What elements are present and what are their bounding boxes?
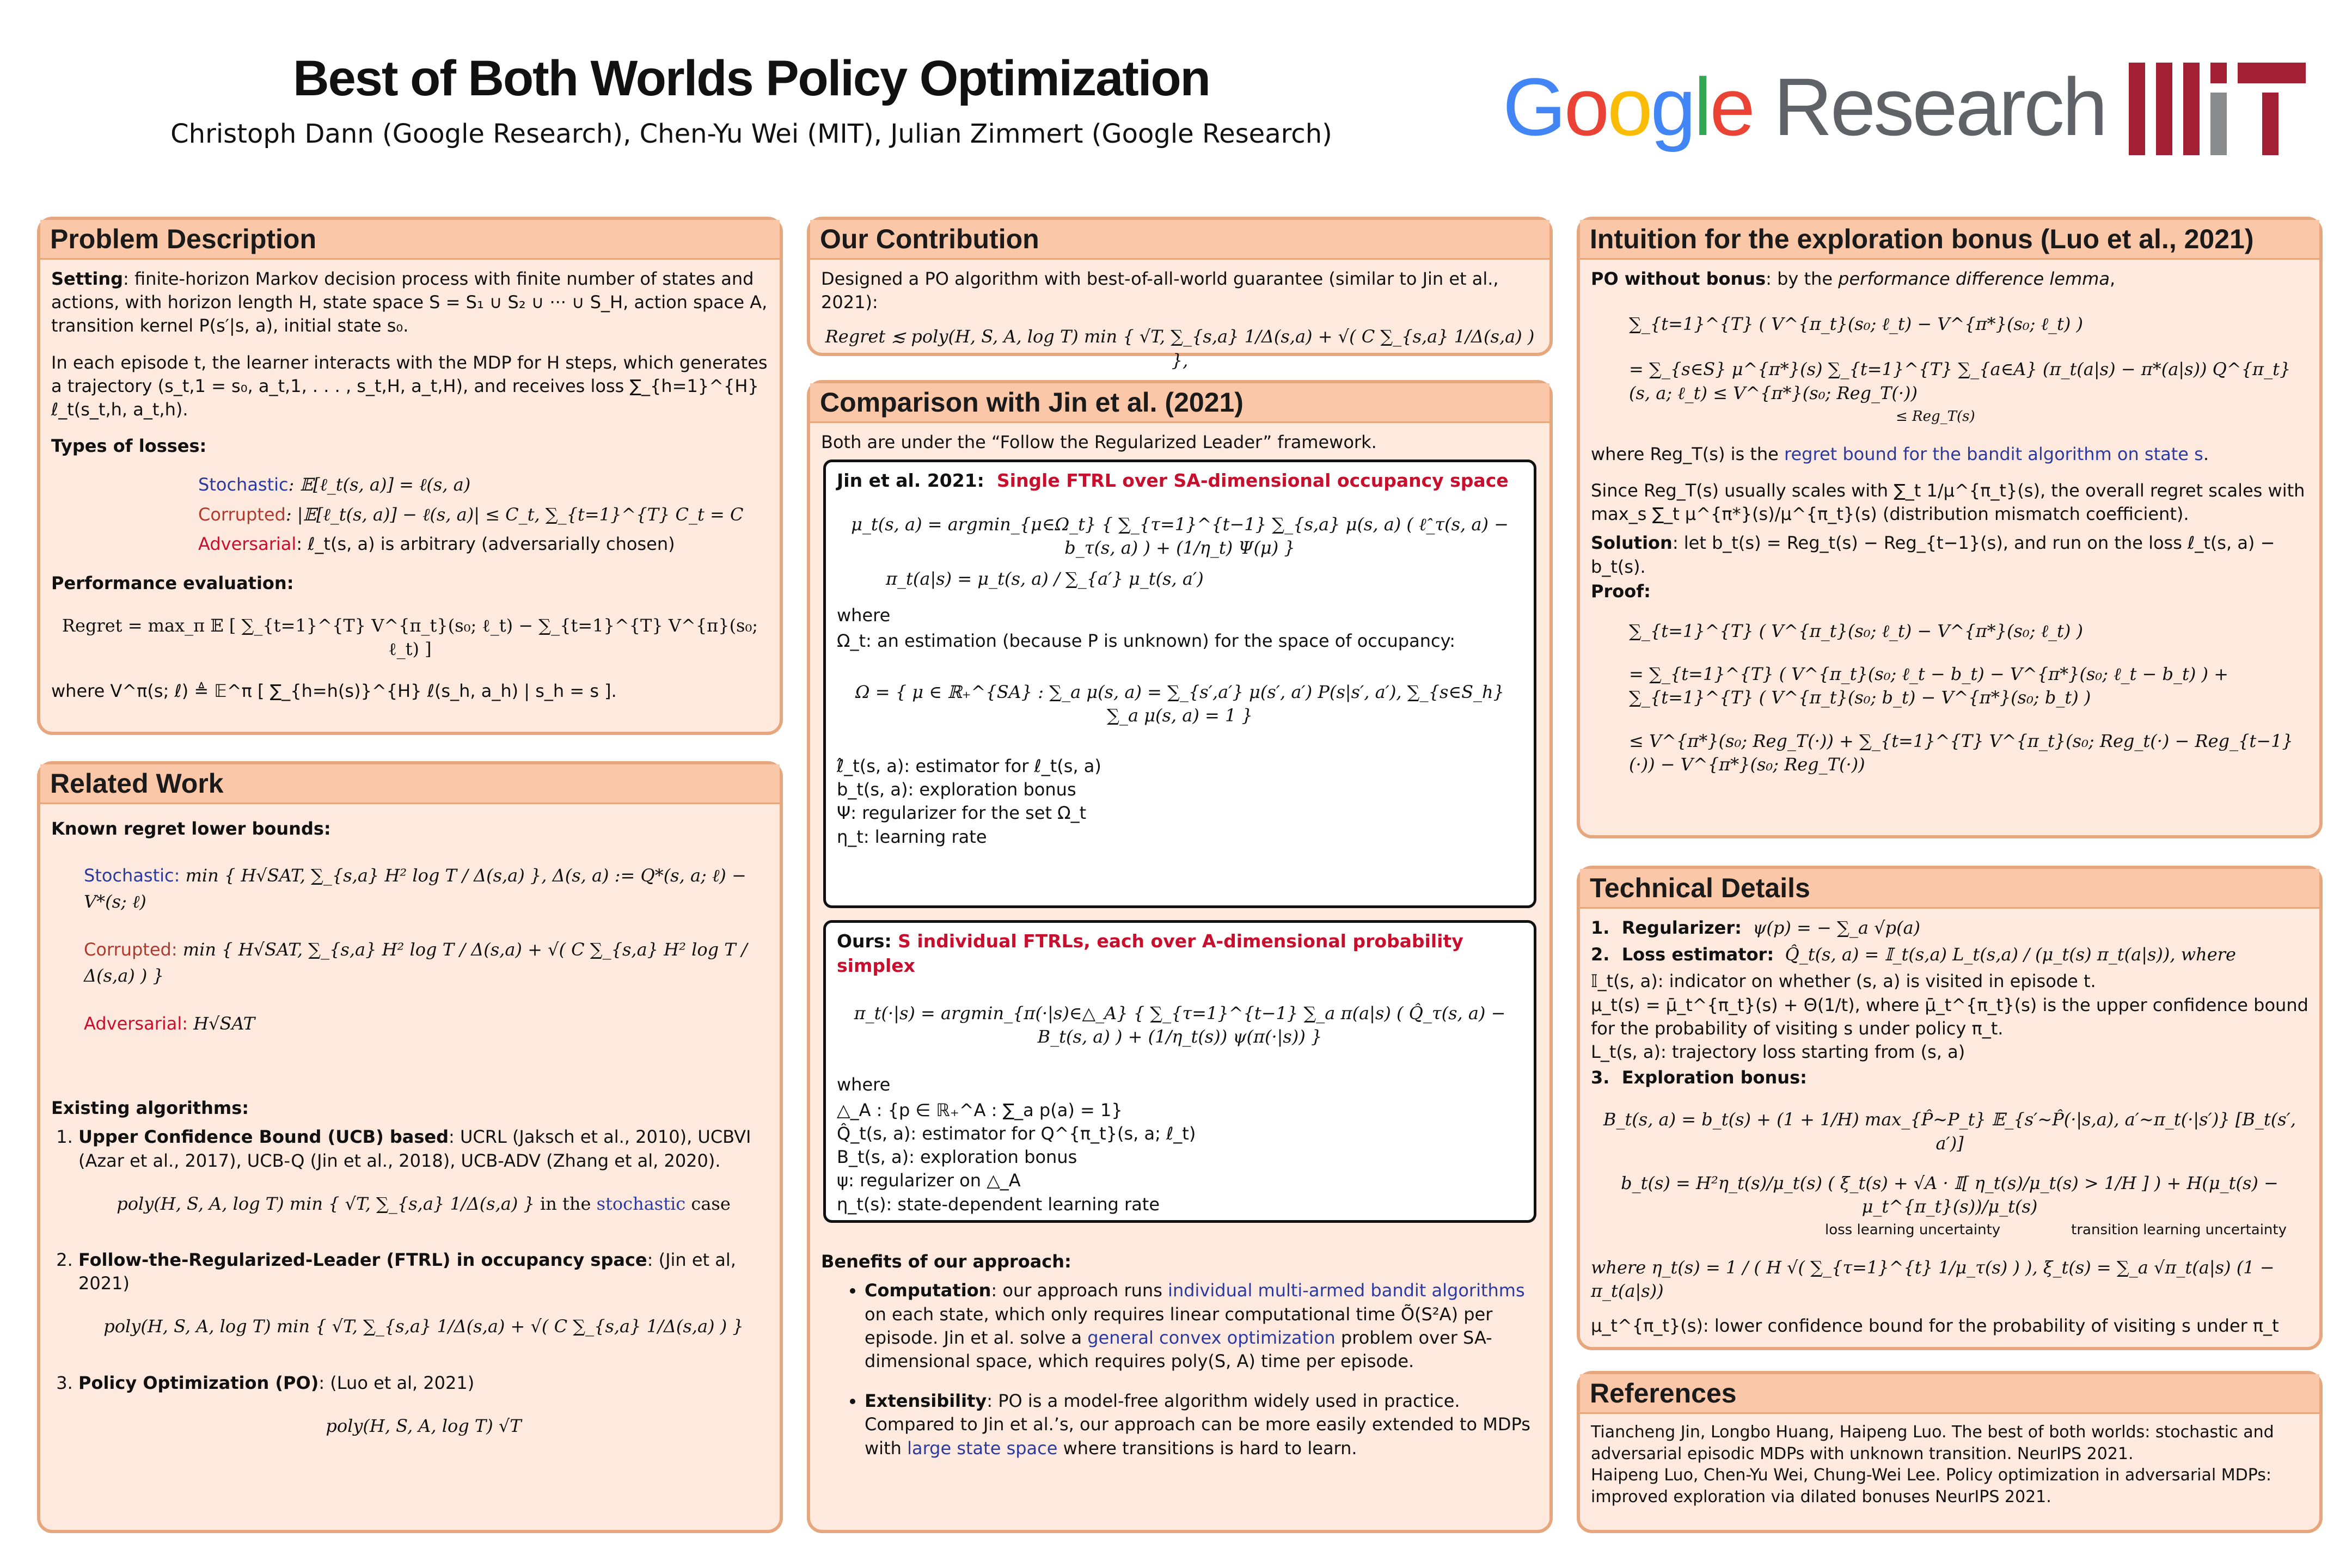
contribution-text: Designed a PO algorithm with best-of-all-world guarantee (similar to Jin et al., 2021):	[821, 268, 1499, 313]
references-panel	[1577, 1371, 2323, 1533]
setting-label: Setting	[51, 268, 123, 289]
ours-def: Q̂_t(s, a): estimator for Q^{π_t}(s, a; ℓ_t)	[837, 1123, 1196, 1144]
rw-corrupted-eq: min { H√SAT, ∑_{s,a} H² log T / Δ(s,a) + √( C ∑_{s,a} H² log T / Δ(s,a) ) }	[84, 939, 748, 987]
jin-omega-def: Ω_t: an estimation (because P is unknown) for the space of occupancy:	[837, 630, 1455, 652]
contribution-panel	[807, 217, 1553, 371]
loss-estimator-label: Loss estimator:	[1621, 944, 1774, 965]
algorithm-item: 1. Upper Confidence Bound (UCB) based: UCRL (Jaksch et al., 2010), UCBVI (Azar et al., 2017), UCB-Q (Jin et al., 2018), UCB-ADV (Zhang et al, 2020). poly(H, S, A, log T) min { √T, ∑_{s,a} 1/Δ(s,a) } in the stochastic case	[78, 1125, 769, 1216]
transition-uncertainty-label: transition learning uncertainty	[2071, 1222, 2287, 1239]
alg2-equation: poly(H, S, A, log T) min { √T, ∑_{s,a} 1/Δ(s,a) + √( C ∑_{s,a} 1/Δ(s,a) ) }	[103, 1316, 744, 1337]
jin-head: Jin et al. 2021:	[837, 470, 984, 492]
ours-def: η_t(s): state-dependent learning rate	[837, 1193, 1160, 1215]
intuition-panel: Intuition for the exploration bonus (Luo et al., 2021) PO without bonus: by the performance difference lemma, ∑_{t=1}^{T} ( V^{π_t}(s₀; ℓ_t) − V^{π*}(s₀; ℓ_t) ) = ∑_{s∈S} μ^{π*}(s) ∑_{t=1}^{T} ∑_{a∈A} (π_t(a|s) − π*(a|s)) Q^{π_t}(s, a; ℓ_t) ≤ V^{π*}(s₀; Reg_T(·)) ≤ Reg_T(s) where Reg_T(s) is the regret bound for the bandit algorithm on state s. Since Reg_T(s) usually scales with ∑_t 1/μ^{π_t}(s), the overall regret scales with max_s ∑_t μ^{π*}(s)/μ^{π_t}(s) (distribution mismatch coefficient). Solution: let b_t(s) = Reg_t(s) − Reg_{t−1}(s), and run on the loss ℓ_t(s, a) − b_t(s). Proof: ∑_{t=1}^{T} ( V^{π_t}(s₀; ℓ_t) − V^{π*}(s₀; ℓ_t) ) = ∑_{t=1}^{T} ( V^{π_t}(s₀; ℓ_t − b_t) − V^{π*}(s₀; ℓ_t − b_t) ) + ∑_{t=1}^{T} ( V^{π_t}(s₀; b_t) − V^{π*}(s₀; b_t) ) ≤ V^{π*}(s₀; Reg_T(·)) + ∑_{t=1}^{T} V^{π_t}(s₀; Reg_t(·) − Reg_{t−1}(·)) − V^{π*}(s₀; Reg_T(·))	[1577, 217, 2323, 838]
indicator-def: 𝕀_t(s, a): indicator on whether (s, a) is visited in episode t.	[1591, 971, 2096, 992]
jin-def: η_t: learning rate	[837, 826, 987, 847]
jin-def: b_t(s, a): exploration bonus	[837, 779, 1076, 800]
perf-label: Performance evaluation	[51, 573, 287, 594]
regularizer-eq: ψ(p) = − ∑_a √p(a)	[1753, 917, 1920, 938]
bonus-b-eq: b_t(s) = H²η_t(s)/μ_t(s) ( ξ_t(s) + √A · 𝕀[ η_t(s)/μ_t(s) > 1/H ] ) + H(μ_t(s) − μ_t^{π_t}(s))/μ_t(s)	[1621, 1172, 2278, 1217]
stochastic-eq: : 𝔼[ℓ_t(s, a)] = ℓ(s, a)	[288, 474, 471, 495]
intuition-eq2: = ∑_{s∈S} μ^{π*}(s) ∑_{t=1}^{T} ∑_{a∈A} (π_t(a|s) − π*(a|s)) Q^{π_t}(s, a; ℓ_t) ≤ V^{π*}(s₀; Reg_T(·))	[1629, 359, 2291, 403]
alg3-equation: poly(H, S, A, log T) √T	[326, 1415, 522, 1436]
jin-eq2: π_t(a|s) = μ_t(s, a) / ∑_{a′} μ_t(s, a′)	[886, 568, 1204, 590]
jin-head-red: Single FTRL over SA-dimensional occupancy space	[996, 470, 1509, 492]
ours-where: where	[837, 1074, 891, 1095]
jin-def: Ψ: regularizer for the set Ω_t	[837, 803, 1087, 824]
regret-equation: Regret = max_π 𝔼 [ ∑_{t=1}^{T} V^{π_t}(s₀; ℓ_t) − ∑_{t=1}^{T} V^{π}(s₀; ℓ_t) ]	[62, 615, 758, 659]
regret-bound-link: regret bound for the bandit algorithm on state s	[1784, 443, 2203, 464]
ours-head-red: S individual FTRLs, each over A-dimensional probability simplex	[837, 930, 1463, 976]
existing-label: Existing algorithms	[51, 1098, 242, 1119]
ours-def: ψ: regularizer on △_A	[837, 1170, 1021, 1191]
authors: Christoph Dann (Google Research), Chen-Yu Wei (MIT), Julian Zimmert (Google Research)	[170, 119, 1332, 149]
rw-adversarial-label: Adversarial:	[84, 1013, 188, 1034]
jin-where: where	[837, 605, 891, 626]
proof-eq1: ∑_{t=1}^{T} ( V^{π_t}(s₀; ℓ_t) − V^{π*}(s₀; ℓ_t) )	[1629, 620, 2084, 641]
related-title: Related Work	[40, 764, 780, 804]
benefit-item: • Computation: our approach runs individual multi-armed bandit algorithms on each state, which only requires linear computational time Õ(S²A) per episode. Jin et al. solve a general convex optimization problem over SA-dimensional space, which requires poly(S, A) time per episode.	[865, 1279, 1539, 1373]
reference-item: Tiancheng Jin, Longbo Huang, Haipeng Luo. The best of both worlds: stochastic and adversarial episodic MDPs with unknown transition. NeurIPS 2021.	[1591, 1423, 2274, 1463]
rw-stochastic-eq: min { H√SAT, ∑_{s,a} H² log T / Δ(s,a) }, Δ(s, a) := Q*(s, a; ℓ) − V*(s; ℓ)	[84, 865, 746, 912]
proof-eq3: ≤ V^{π*}(s₀; Reg_T(·)) + ∑_{t=1}^{T} V^{π_t}(s₀; Reg_t(·) − Reg_{t−1}(·)) − V^{π*}(s₀; Reg_T(·))	[1629, 730, 2293, 775]
intuition-eq1: ∑_{t=1}^{T} ( V^{π_t}(s₀; ℓ_t) − V^{π*}(s₀; ℓ_t) )	[1629, 314, 2084, 335]
benefit-item: • Extensibility: PO is a model-free algorithm widely used in practice. Compared to Jin et al.’s, our approach can be more easily extended to MDPs with large state space where transitions is hard to learn.	[865, 1389, 1539, 1460]
since-text: Since Reg_T(s) usually scales with ∑_t 1/μ^{π_t}(s), the overall regret scales with max_s ∑_t μ^{π*}(s)/μ^{π_t}(s) (distribution mismatch coefficient).	[1591, 480, 2305, 525]
corrupted-label: Corrupted	[198, 504, 286, 525]
algorithm-item: 2. Follow-the-Regularized-Leader (FTRL) in occupancy space: (Jin et al, 2021) poly(H, S, A, log T) min { √T, ∑_{s,a} 1/Δ(s,a) + √( C ∑_{s,a} 1/Δ(s,a) ) }	[78, 1248, 769, 1339]
regularizer-label: Regularizer:	[1621, 917, 1742, 938]
technical-panel: Technical Details 1. Regularizer: ψ(p) = − ∑_a √p(a) 2. Loss estimator: Q̂_t(s, a) = 𝕀_t(s,a) L_t(s,a) / (μ_t(s) π_t(a|s)), where 𝕀_t(s, a): indicator on whether (s, a) is visited in episode t. μ_t(s) = μ̄_t^{π_t}(s) + Θ(1/t), where μ̄_t^{π_t}(s) is the upper confidence bound for the probability of visiting s under policy π_t. L_t(s, a): trajectory loss starting from (s, a) 3. Exploration bonus: B_t(s, a) = b_t(s) + (1 + 1/H) max_{P̂∼P_t} 𝔼_{s′∼P̂(·|s,a), a′∼π_t(·|s′)} [B_t(s′, a′)] b_t(s) = H²η_t(s)/μ_t(s) ( ξ_t(s) + √A · 𝕀[ η_t(s)/μ_t(s) > 1/H ] ) + H(μ_t(s) − μ_t^{π_t}(s))/μ_t(s) loss learning uncertainty transition learning uncertainty where η_t(s) = 1 / ( H √( ∑_{τ=1}^{t} 1/μ_τ(s) ) ), ξ_t(s) = ∑_a √π_t(a|s) (1 − π_t(a|s)) μ_t^{π_t}(s): lower confidence bound for the probability of visiting s under π_t	[1577, 866, 2323, 1350]
comparison-intro: Both are under the “Follow the Regularized Leader” framework.	[821, 432, 1377, 452]
intuition-title: Intuition for the exploration bonus (Luo et al., 2021)	[1580, 220, 2319, 260]
technical-title: Technical Details	[1580, 869, 2319, 909]
jin-omega-eq: Ω = { μ ∈ ℝ₊^{SA} : ∑_a μ(s, a) = ∑_{s′,a′} μ(s′, a′) P(s|s′, a′), ∑_{s∈S_h} ∑_a μ(s, a) = 1 }	[855, 681, 1504, 726]
proof-eq2: = ∑_{t=1}^{T} ( V^{π_t}(s₀; ℓ_t − b_t) − V^{π*}(s₀; ℓ_t − b_t) ) + ∑_{t=1}^{T} ( V^{π_t}(s₀; b_t) − V^{π*}(s₀; b_t) )	[1629, 664, 2228, 708]
bonus-B-eq: B_t(s, a) = b_t(s) + (1 + 1/H) max_{P̂∼P_t} 𝔼_{s′∼P̂(·|s,a), a′∼π_t(·|s′)} [B_t(s′, a′)]	[1603, 1109, 2296, 1154]
mu-def: μ_t(s) = μ̄_t^{π_t}(s) + Θ(1/t), where μ̄_t^{π_t}(s) is the upper confidence bound for the probability of visiting s under policy π_t.	[1591, 994, 2308, 1039]
contribution-title: Our Contribution	[810, 220, 1549, 260]
problem-panel: Problem Description Setting: finite-horizon Markov decision process with finite number of states and actions, with horizon length H, state space S = S₁ ∪ S₂ ∪ ··· ∪ S_H, action space A, transition kernel P(s′|s, a), initial state s₀. In each episode t, the learner interacts with the MDP for H steps, which generates a trajectory (s_t,1 = s₀, a_t,1, . . . , s_t,H, a_t,H), and receives loss ∑_{h=1}^{H} ℓ_t(s_t,h, a_t,h). Types of losses: Stochastic: 𝔼[ℓ_t(s, a)] = ℓ(s, a) Corrupted: |𝔼[ℓ_t(s, a)] − ℓ(s, a)| ≤ C_t, ∑_{t=1}^{T} C_t = C Adversarial: ℓ_t(s, a) is arbitrary (adversarially chosen) Performance evaluation: Regret = max_π 𝔼 [ ∑_{t=1}^{T} V^{π_t}(s₀; ℓ_t) − ∑_{t=1}^{T} V^{π}(s₀; ℓ_t) ] where V^π(s; ℓ) ≜ 𝔼^π [ ∑_{h=h(s)}^{H} ℓ(s_h, a_h) | s_h = s ].	[37, 217, 783, 735]
po-label: PO without bonus	[1591, 268, 1766, 289]
rw-corrupted-label: Corrupted:	[84, 939, 177, 960]
references-title: References	[1580, 1374, 2319, 1414]
loss-uncertainty-label: loss learning uncertainty	[1825, 1222, 2001, 1239]
eta-xi-def: where η_t(s) = 1 / ( H √( ∑_{τ=1}^{t} 1/μ_τ(s) ) ), ξ_t(s) = ∑_a √π_t(a|s) (1 − π_t(a|s))	[1591, 1257, 2275, 1302]
problem-title: Problem Description	[40, 220, 780, 260]
setting-text: : finite-horizon Markov decision process with finite number of states and actions, with horizon length H, state space S = S₁ ∪ S₂ ∪ ··· ∪ S_H, action space A, transition kernel P(s′|s, a), initial state s₀.	[51, 268, 768, 336]
benefits-label: Benefits of our approach	[821, 1251, 1065, 1272]
ours-head: Ours:	[837, 930, 892, 952]
proof-label: Proof	[1591, 580, 1644, 602]
jin-box	[823, 460, 1536, 908]
ours-def: △_A : {p ∈ ℝ₊^A : ∑_a p(a) = 1}	[837, 1099, 1123, 1120]
comparison-panel: Comparison with Jin et al. (2021) Both are under the “Follow the Regularized Leader” framework. Jin et al. 2021: Single FTRL over SA-dimensional occupancy space μ_t(s, a) = argmin_{μ∈Ω_t} { ∑_{τ=1}^{t−1} ∑_{s,a} μ(s, a) ( ℓ̂_τ(s, a) − b_τ(s, a) ) + (1/η_t) Ψ(μ) } π_t(a|s) = μ_t(s, a) / ∑_{a′} μ_t(s, a′) where Ω_t: an estimation (because P is unknown) for the space of occupancy: Ω = { μ ∈ ℝ₊^{SA} : ∑_a μ(s, a) = ∑_{s′,a′} μ(s′, a′) P(s|s′, a′), ∑_{s∈S_h} ∑_a μ(s, a) = 1 } ℓ̂_t(s, a): estimator for ℓ_t(s, a) b_t(s, a): exploration bonus Ψ: regularizer for the set Ω_t η_t: learning rate Ours: S individual FTRLs, each over A-dimensional probability simplex π_t(·|s) = argmin_{π(·|s)∈△_A} { ∑_{τ=1}^{t−1} ∑_a π(a|s) ( Q̂_τ(s, a) − B_t(s, a) ) + (1/η_t(s)) ψ(π(·|s)) } where △_A : {p ∈ ℝ₊^A : ∑_a p(a) = 1} Q̂_t(s, a): estimator for Q^{π_t}(s, a; ℓ_t) B_t(s, a): exploration bonus ψ: regularizer on △_A η_t(s): state-dependent learning rate Benefits of our approach: • Computation: our approach runs individual multi-armed bandit algorithms on each state, which only requires linear computational time Õ(S²A) per episode. Jin et al. solve a general convex optimization problem over SA-dimensional space, which requires poly(S, A) time per episode. • Extensibility: PO is a model-free algorithm widely used in practice. Compared to Jin et al.’s, our approach can be more easily extended to MDPs with large state space where transitions is hard to learn.	[807, 380, 1553, 1533]
episode-text: In each episode t, the learner interacts with the MDP for H steps, which generates a trajectory (s_t,1 = s₀, a_t,1, . . . , s_t,H, a_t,H), and receives loss ∑_{h=1}^{H} ℓ_t(s_t,h, a_t,h).	[51, 352, 768, 420]
loss-estimator-eq: Q̂_t(s, a) = 𝕀_t(s,a) L_t(s,a) / (μ_t(s) π_t(a|s)), where	[1785, 944, 2236, 965]
related-panel: Related Work Known regret lower bounds: Stochastic: min { H√SAT, ∑_{s,a} H² log T / Δ(s,a) }, Δ(s, a) := Q*(s, a; ℓ) − V*(s; ℓ) Corrupted: min { H√SAT, ∑_{s,a} H² log T / Δ(s,a) + √( C ∑_{s,a} H² log T / Δ(s,a) ) } Adversarial: H√SAT Existing algorithms: 1. Upper Confidence Bound (UCB) based: UCRL (Jaksch et al., 2010), UCBVI (Azar et al., 2017), UCB-Q (Jin et al., 2018), UCB-ADV (Zhang et al, 2020). poly(H, S, A, log T) min { √T, ∑_{s,a} 1/Δ(s,a) } in the stochastic case 2. Follow-the-Regularized-Leader (FTRL) in occupancy space: (Jin et al, 2021) poly(H, S, A, log T) min { √T, ∑_{s,a} 1/Δ(s,a) + √( C ∑_{s,a} 1/Δ(s,a) ) } 3. Policy Optimization (PO): (Luo et al, 2021) poly(H, S, A, log T) √T	[37, 761, 783, 1533]
lcb-def: μ_t^{π_t}(s): lower confidence bound for the probability of visiting s under π_t	[1591, 1315, 2279, 1336]
reference-item: Haipeng Luo, Chen-Yu Wei, Chung-Wei Lee. Policy optimization in adversarial MDPs: improved exploration via dilated bonuses NeurIPS 2021.	[1591, 1466, 2272, 1506]
rw-adversarial-eq: H√SAT	[193, 1013, 255, 1034]
google-research-logo: Google Research	[1503, 61, 2106, 152]
contribution-equation: Regret ≲ poly(H, S, A, log T) min { √T, ∑_{s,a} 1/Δ(s,a) + √( C ∑_{s,a} 1/Δ(s,a) ) },	[825, 326, 1535, 371]
ours-eq: π_t(·|s) = argmin_{π(·|s)∈△_A} { ∑_{τ=1}^{t−1} ∑_a π(a|s) ( Q̂_τ(s, a) − B_t(s, a) ) + (1/η_t(s)) ψ(π(·|s)) }	[854, 1003, 1506, 1048]
exploration-bonus-label: Exploration bonus:	[1621, 1067, 1807, 1088]
types-label: Types of losses	[51, 436, 200, 457]
ours-box	[823, 920, 1536, 1223]
adversarial-label: Adversarial	[198, 534, 297, 555]
poster-title: Best of Both Worlds Policy Optimization	[293, 51, 1210, 106]
jin-eq1: μ_t(s, a) = argmin_{μ∈Ω_t} { ∑_{τ=1}^{t−1} ∑_{s,a} μ(s, a) ( ℓ̂_τ(s, a) − b_τ(s, a) ) + (1/η_t) Ψ(μ) }	[851, 513, 1509, 558]
mit-logo	[2129, 63, 2306, 155]
jin-def: ℓ̂_t(s, a): estimator for ℓ_t(s, a)	[837, 756, 1101, 777]
value-definition: where V^π(s; ℓ) ≜ 𝔼^π [ ∑_{h=h(s)}^{H} ℓ(s_h, a_h) | s_h = s ].	[51, 681, 617, 702]
corrupted-eq: : |𝔼[ℓ_t(s, a)] − ℓ(s, a)| ≤ C_t, ∑_{t=1}^{T} C_t = C	[285, 504, 744, 525]
algorithm-item: 3. Policy Optimization (PO): (Luo et al, 2021) poly(H, S, A, log T) √T	[78, 1371, 769, 1438]
trajectory-loss-def: L_t(s, a): trajectory loss starting from (s, a)	[1591, 1041, 1965, 1062]
comparison-title: Comparison with Jin et al. (2021)	[810, 383, 1549, 423]
rw-stochastic-label: Stochastic:	[84, 865, 180, 886]
adversarial-eq: : ℓ_t(s, a) is arbitrary (adversarially chosen)	[296, 534, 675, 555]
stochastic-label: Stochastic	[198, 474, 289, 495]
solution-label: Solution	[1591, 532, 1673, 554]
alg1-equation: poly(H, S, A, log T) min { √T, ∑_{s,a} 1/Δ(s,a) }	[117, 1193, 535, 1214]
lower-bounds-label: Known regret lower bounds	[51, 818, 324, 839]
ours-def: B_t(s, a): exploration bonus	[837, 1147, 1077, 1168]
intuition-brace: ≤ Reg_T(s)	[1896, 408, 1975, 425]
